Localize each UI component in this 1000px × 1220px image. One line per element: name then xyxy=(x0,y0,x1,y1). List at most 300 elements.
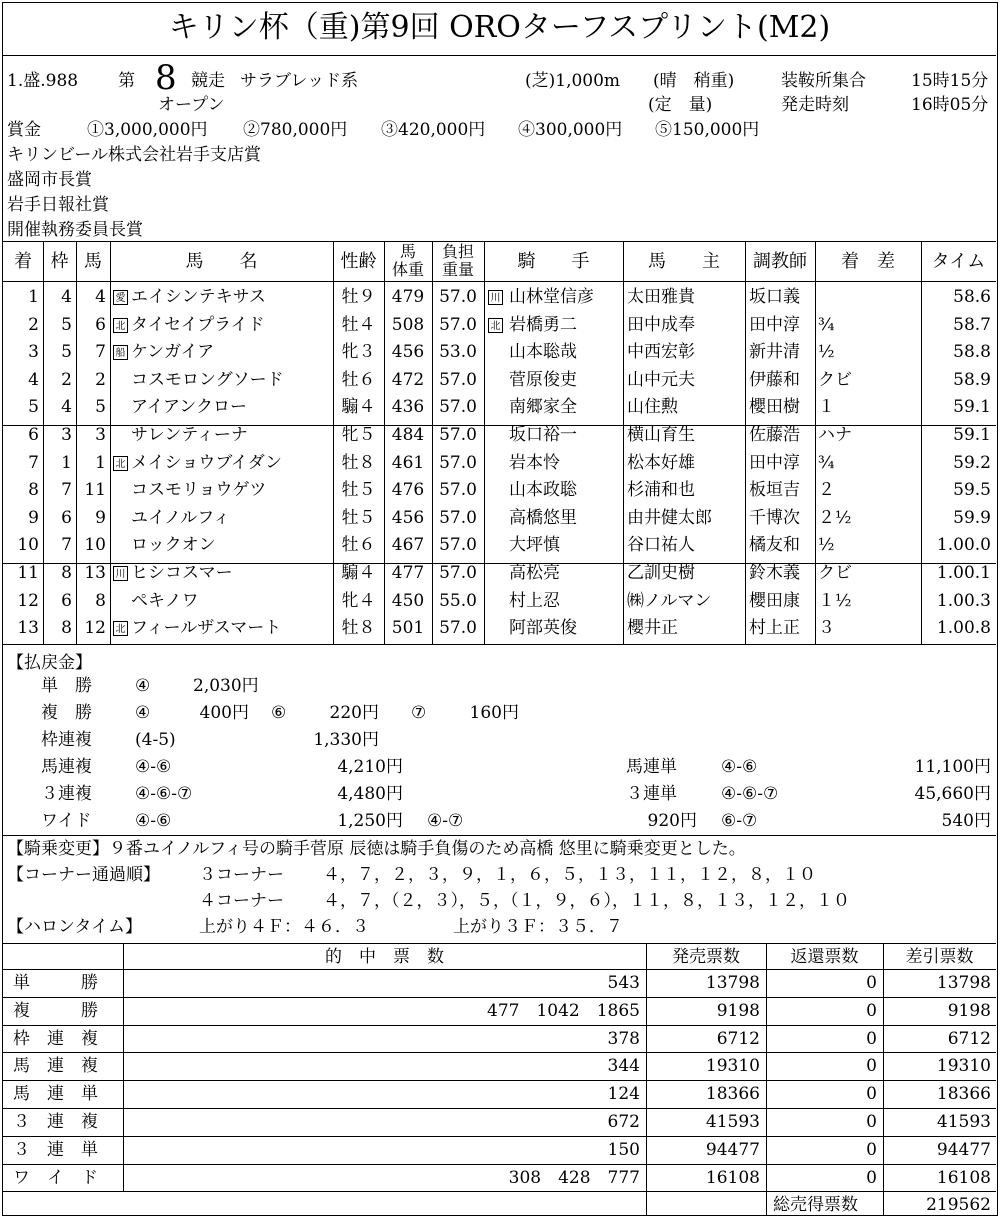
start-time: 16時05分 xyxy=(911,95,989,115)
header-trainer: 調教師 xyxy=(753,251,807,272)
result-horse-no: 9 xyxy=(95,507,106,528)
result-jockey: 岩橋勇二 xyxy=(509,314,577,335)
result-time: 1.00.0 xyxy=(936,535,991,556)
votes-row-sold: 13798 xyxy=(705,973,760,993)
result-weight: 479 xyxy=(391,287,425,307)
wakuren-amount: 1,330円 xyxy=(313,730,379,750)
votes-row-refund: 0 xyxy=(866,1112,877,1132)
votes-row-divider xyxy=(3,997,996,998)
corner4-order: ４，７，（２，３），５，（１，９，６），１１，８，１３，１２，１０ xyxy=(323,891,850,911)
assembly-label: 装鞍所集合 xyxy=(781,71,866,91)
result-rank: 12 xyxy=(17,590,39,611)
votes-row-hit: 150 xyxy=(607,1139,640,1160)
result-trainer: 佐藤浩 xyxy=(749,425,800,445)
result-margin: １ xyxy=(818,397,835,418)
result-weight: 456 xyxy=(391,507,425,528)
votes-row-sold: 9198 xyxy=(716,1000,760,1021)
sanrentan-amount: 45,660円 xyxy=(914,784,991,804)
votes-row-label: 単 勝 xyxy=(13,973,98,993)
votes-row-label: ワ イ ド xyxy=(13,1167,98,1188)
corner3-order: ４，７，２，３，９，１，６，５，１３，１１，１２，８，１０ xyxy=(323,865,816,885)
result-horse-name: ロックオン xyxy=(131,535,216,556)
result-burden: 57.0 xyxy=(439,287,477,307)
result-weight: 456 xyxy=(391,342,425,363)
result-horse-no: 13 xyxy=(84,563,106,583)
votes-row-divider xyxy=(3,1025,996,1026)
result-frame: 7 xyxy=(61,535,72,556)
result-burden: 57.0 xyxy=(439,425,477,445)
result-time: 58.6 xyxy=(953,287,991,307)
votes-row-refund: 0 xyxy=(866,1139,877,1160)
umatan-amount: 11,100円 xyxy=(914,757,991,777)
result-margin: ２½ xyxy=(818,507,852,528)
result-horse-no: 3 xyxy=(95,425,106,445)
votes-row-sold: 6712 xyxy=(716,1028,760,1049)
result-jockey: 岩本怜 xyxy=(509,452,560,473)
result-jockey: 南郷家全 xyxy=(509,397,577,418)
result-rank: 1 xyxy=(28,287,39,307)
result-jockey: 菅原俊吏 xyxy=(509,369,577,390)
votes-row-net: 6712 xyxy=(947,1028,991,1049)
header-horse-name: 馬 名 xyxy=(185,251,258,272)
header-jockey: 騎 手 xyxy=(517,251,590,272)
result-owner: 杉浦和也 xyxy=(627,480,695,501)
result-rank: 5 xyxy=(28,397,39,418)
votes-column-divider xyxy=(123,943,124,1191)
horse-origin-mark-icon: 北 xyxy=(113,621,128,636)
race-title: キリン杯（重)第9回 OROターフスプリント(M2) xyxy=(168,10,831,45)
results-top-border xyxy=(3,241,996,242)
votes-top-border xyxy=(3,943,996,944)
result-burden: 57.0 xyxy=(439,369,477,390)
header-margin: 着 差 xyxy=(841,251,895,272)
votes-row-divider xyxy=(3,1108,996,1109)
prize-2: ②780,000円 xyxy=(243,120,348,140)
result-owner: 由井健太郎 xyxy=(627,507,712,528)
votes-row-net: 9198 xyxy=(947,1000,991,1021)
result-rank: 8 xyxy=(28,480,39,501)
result-time: 59.9 xyxy=(953,507,991,528)
results-header-border xyxy=(3,281,996,282)
result-time: 59.2 xyxy=(953,452,991,473)
result-frame: 3 xyxy=(61,425,72,445)
votes-header-hit: 的 中 票 数 xyxy=(325,947,444,967)
wakuren-combo: (4-5) xyxy=(135,730,176,750)
prize-label: 賞金 xyxy=(7,120,41,140)
title-divider xyxy=(3,55,996,56)
header-rank: 着 xyxy=(14,251,32,272)
votes-row-net: 41593 xyxy=(936,1112,991,1132)
result-owner: ㈱ノルマン xyxy=(627,590,712,611)
result-weight: 476 xyxy=(391,480,425,501)
result-margin: １½ xyxy=(818,590,852,611)
result-weight: 461 xyxy=(391,452,425,473)
result-jockey: 村上忍 xyxy=(509,590,560,611)
header-weight-bottom: 体重 xyxy=(391,260,424,279)
result-trainer: 坂口義 xyxy=(749,287,800,307)
votes-header-net: 差引票数 xyxy=(905,947,974,967)
fukusho-combo-1: ④ xyxy=(135,703,151,723)
header-sex-age: 性齢 xyxy=(340,251,377,272)
votes-row-label: ３ 連 単 xyxy=(13,1139,98,1160)
result-horse-name: エイシンテキサス xyxy=(131,287,266,307)
wide-combo-3: ⑥-⑦ xyxy=(721,811,758,831)
race-class: オープン xyxy=(158,95,225,115)
result-margin: ½ xyxy=(818,342,835,363)
result-horse-name: アイアンクロー xyxy=(131,397,247,418)
horse-origin-mark-icon: 川 xyxy=(113,566,128,581)
result-jockey: 高松亮 xyxy=(509,563,560,583)
result-trainer: 村上正 xyxy=(749,618,800,639)
result-margin: ２ xyxy=(818,480,835,501)
result-horse-name: ケンガイア xyxy=(131,342,215,363)
wide-amount-2: 920円 xyxy=(647,811,697,831)
results-column-divider xyxy=(815,241,816,644)
votes-row-hit: 543 xyxy=(607,973,640,993)
result-frame: 6 xyxy=(61,507,72,528)
result-trainer: 田中淳 xyxy=(749,452,800,473)
votes-row-sold: 19310 xyxy=(705,1056,760,1077)
result-time: 1.00.8 xyxy=(936,618,991,639)
result-frame: 5 xyxy=(61,314,72,335)
jockey-affiliation-mark-icon: 川 xyxy=(488,290,503,305)
last-4f: 上がり４Ｆ：４６．３ xyxy=(199,917,369,937)
result-owner: 太田雅貴 xyxy=(627,287,695,307)
result-owner: 松本好雄 xyxy=(627,452,695,473)
result-rank: 2 xyxy=(28,314,39,335)
result-time: 58.9 xyxy=(953,369,991,390)
jockey-affiliation-mark-icon: 北 xyxy=(488,318,503,333)
result-weight: 436 xyxy=(391,397,425,418)
furlong-label: 【ハロンタイム】 xyxy=(7,917,142,937)
result-frame: 4 xyxy=(61,397,72,418)
header-frame: 枠 xyxy=(50,251,69,272)
total-value: 219562 xyxy=(926,1195,991,1216)
votes-row-hit: 344 xyxy=(607,1056,640,1077)
votes-row-divider xyxy=(3,1052,996,1053)
race-code: 1.盛.988 xyxy=(7,71,79,91)
header-owner: 馬 主 xyxy=(648,251,720,272)
result-jockey: 大坪慎 xyxy=(509,535,560,556)
result-rank: 10 xyxy=(17,535,39,556)
result-burden: 55.0 xyxy=(439,590,477,611)
votes-row-refund: 0 xyxy=(866,1167,877,1188)
result-margin: ½ xyxy=(818,535,835,556)
umaren-amount: 4,210円 xyxy=(337,757,403,777)
result-frame: 7 xyxy=(61,480,72,501)
result-owner: 横山育生 xyxy=(627,425,695,445)
votes-row-sold: 16108 xyxy=(705,1167,760,1188)
result-weight: 508 xyxy=(391,314,425,335)
result-horse-name: コスモロングソード xyxy=(131,369,284,390)
result-owner: 山住勲 xyxy=(627,397,678,418)
votes-row-label: 馬 連 単 xyxy=(13,1084,98,1105)
results-column-divider xyxy=(484,241,485,644)
votes-row-hit: 308 428 777 xyxy=(508,1167,640,1188)
result-horse-name: コスモリョウゲツ xyxy=(131,480,267,501)
results-column-divider xyxy=(110,241,111,644)
result-weight: 477 xyxy=(391,563,425,583)
votes-row-refund: 0 xyxy=(866,1000,877,1021)
award-1: キリンビール株式会社岩手支店賞 xyxy=(7,145,261,165)
result-owner: 山中元夫 xyxy=(627,369,695,390)
result-time: 1.00.1 xyxy=(936,563,991,583)
sanrenpuku-label: ３連複 xyxy=(41,784,92,804)
sanrenpuku-combo: ④-⑥-⑦ xyxy=(135,784,193,804)
result-trainer: 櫻田康 xyxy=(749,590,800,611)
result-horse-no: 2 xyxy=(95,369,106,390)
corner3-label: ３コーナー xyxy=(199,865,284,885)
jockey-change-note: 【騎乗変更】９番ユイノルフィ号の騎手菅原 辰徳は騎手負傷のため高橋 悠里に騎乗変更とした。 xyxy=(7,839,746,859)
payout-header: 【払戻金】 xyxy=(7,653,92,673)
result-sex-age: 牡６ xyxy=(341,535,376,556)
race-result-sheet xyxy=(2,2,998,1216)
wide-label: ワイド xyxy=(41,811,92,831)
header-weight-top: 馬 xyxy=(399,242,416,261)
result-jockey: 阿部英俊 xyxy=(509,618,577,639)
result-sex-age: 牝３ xyxy=(341,342,376,363)
result-margin: ¾ xyxy=(818,452,835,473)
result-burden: 57.0 xyxy=(439,480,477,501)
result-burden: 57.0 xyxy=(439,397,477,418)
result-sex-age: 牡６ xyxy=(341,369,376,390)
votes-row-hit: 378 xyxy=(607,1028,640,1049)
result-owner: 中西宏彰 xyxy=(627,342,695,363)
result-horse-no: 11 xyxy=(84,480,106,501)
prize-5: ⑤150,000円 xyxy=(655,120,760,140)
result-horse-name: サレンティーナ xyxy=(131,425,248,445)
header-burden-top: 負担 xyxy=(441,242,474,261)
race-course: (芝)1,000m xyxy=(525,71,621,91)
result-trainer: 橘友和 xyxy=(749,535,800,556)
votes-row-divider xyxy=(3,1136,996,1137)
result-trainer: 板垣吉 xyxy=(749,480,800,501)
result-burden: 57.0 xyxy=(439,507,477,528)
votes-row-sold: 18366 xyxy=(705,1084,760,1105)
votes-row-hit: 124 xyxy=(607,1084,640,1105)
award-3: 岩手日報社賞 xyxy=(7,195,109,215)
votes-row-net: 13798 xyxy=(936,973,991,993)
result-burden: 57.0 xyxy=(439,618,477,639)
fukusho-amount-2: 220円 xyxy=(329,703,379,723)
fukusho-combo-3: ⑦ xyxy=(411,703,427,723)
sanrentan-label: ３連単 xyxy=(626,784,677,804)
result-sex-age: 騸４ xyxy=(341,397,376,418)
votes-row-divider xyxy=(3,1191,996,1192)
result-sex-age: 牡５ xyxy=(341,507,376,528)
fukusho-amount-1: 400円 xyxy=(199,703,249,723)
result-horse-no: 10 xyxy=(84,535,106,556)
votes-row-sold: 41593 xyxy=(705,1112,760,1132)
header-time: タイム xyxy=(931,251,986,272)
result-owner: 田中成奉 xyxy=(627,314,695,335)
result-jockey: 山本聡哉 xyxy=(509,342,577,363)
wide-combo-2: ④-⑦ xyxy=(427,811,464,831)
tansho-amount: 2,030円 xyxy=(193,676,259,696)
votes-row-hit: 672 xyxy=(607,1112,640,1132)
votes-row-divider xyxy=(3,1080,996,1081)
votes-row-refund: 0 xyxy=(866,1056,877,1077)
result-horse-name: ペキノワ xyxy=(131,590,199,611)
result-time: 59.5 xyxy=(953,480,991,501)
race-number: 8 xyxy=(155,58,177,98)
votes-row-divider xyxy=(3,1164,996,1165)
votes-header-sold: 発売票数 xyxy=(672,947,740,967)
result-jockey: 山本政聡 xyxy=(509,480,577,501)
result-burden: 57.0 xyxy=(439,452,477,473)
umatan-label: 馬連単 xyxy=(626,757,677,777)
wide-combo-1: ④-⑥ xyxy=(135,811,172,831)
result-margin: クビ xyxy=(818,369,852,390)
votes-row-net: 19310 xyxy=(936,1056,991,1077)
result-sex-age: 牡９ xyxy=(341,287,376,307)
race-kyoso: 競走 xyxy=(191,71,225,91)
result-horse-name: タイセイプライド xyxy=(131,314,265,335)
header-burden-bottom: 重量 xyxy=(441,260,474,279)
result-jockey: 坂口裕一 xyxy=(509,425,577,445)
tansho-combo: ④ xyxy=(135,676,151,696)
sanrenpuku-amount: 4,480円 xyxy=(337,784,403,804)
umatan-combo: ④-⑥ xyxy=(721,757,758,777)
result-time: 58.7 xyxy=(953,314,991,335)
corner-label: 【コーナー通過順】 xyxy=(7,865,160,885)
result-time: 59.1 xyxy=(953,425,991,445)
result-horse-name: ヒシコスマー xyxy=(131,563,233,583)
result-margin: ３ xyxy=(818,618,835,639)
result-horse-no: 4 xyxy=(95,287,106,307)
votes-row-net: 16108 xyxy=(936,1167,991,1188)
result-rank: 6 xyxy=(28,425,39,445)
votes-header-border xyxy=(3,969,996,970)
result-horse-no: 12 xyxy=(84,618,106,639)
result-weight: 450 xyxy=(391,590,425,611)
result-horse-no: 8 xyxy=(95,590,106,611)
payout-bottom-border xyxy=(3,835,996,836)
sanrentan-combo: ④-⑥-⑦ xyxy=(721,784,779,804)
result-horse-name: メイショウブイダン xyxy=(131,452,282,473)
result-trainer: 櫻田樹 xyxy=(749,397,800,418)
result-owner: 乙訓史樹 xyxy=(627,563,695,583)
result-margin: ハナ xyxy=(818,425,852,445)
result-sex-age: 牝５ xyxy=(341,425,376,445)
prize-4: ④300,000円 xyxy=(518,120,623,140)
race-weather: (晴 稍重) xyxy=(653,71,735,91)
votes-row-refund: 0 xyxy=(866,973,877,993)
result-rank: 9 xyxy=(28,507,39,528)
result-margin: クビ xyxy=(818,563,852,583)
result-time: 59.1 xyxy=(953,397,991,418)
result-burden: 57.0 xyxy=(439,535,477,556)
result-trainer: 新井清 xyxy=(749,342,800,363)
votes-header-refund: 返還票数 xyxy=(790,947,859,967)
result-trainer: 田中淳 xyxy=(749,314,800,335)
result-burden: 57.0 xyxy=(439,314,477,335)
header-horse-no: 馬 xyxy=(84,251,102,272)
result-trainer: 千博次 xyxy=(749,507,800,528)
result-horse-no: 7 xyxy=(95,342,106,363)
result-frame: 8 xyxy=(61,618,72,639)
results-column-divider xyxy=(623,241,624,644)
votes-row-label: 枠 連 複 xyxy=(13,1028,98,1049)
prize-3: ③420,000円 xyxy=(381,120,486,140)
result-sex-age: 牡４ xyxy=(341,314,376,335)
result-weight: 467 xyxy=(391,535,425,556)
votes-row-hit: 477 1042 1865 xyxy=(487,1000,640,1021)
result-frame: 6 xyxy=(61,590,72,611)
votes-row-label: 複 勝 xyxy=(13,1000,98,1021)
result-horse-name: フィールザスマート xyxy=(131,618,282,639)
result-horse-name: ユイノルフィ xyxy=(131,507,230,528)
result-frame: 8 xyxy=(61,563,72,583)
result-sex-age: 牡５ xyxy=(341,480,376,501)
votes-row-refund: 0 xyxy=(866,1028,877,1049)
total-label: 総売得票数 xyxy=(773,1195,858,1216)
votes-row-label: 馬 連 複 xyxy=(13,1056,98,1077)
fukusho-label: 複 勝 xyxy=(41,703,92,723)
award-4: 開催執務委員長賞 xyxy=(7,220,143,240)
tansho-label: 単 勝 xyxy=(41,676,92,696)
result-horse-no: 6 xyxy=(95,314,106,335)
last-3f: 上がり３Ｆ：３５．７ xyxy=(453,917,623,937)
result-rank: 7 xyxy=(28,452,39,473)
horse-origin-mark-icon: 北 xyxy=(113,456,128,471)
votes-row-sold: 94477 xyxy=(705,1139,760,1160)
race-dai: 第 xyxy=(118,71,135,91)
result-jockey: 山林堂信彦 xyxy=(509,287,594,307)
result-frame: 5 xyxy=(61,342,72,363)
votes-row-label: ３ 連 複 xyxy=(13,1112,98,1132)
result-burden: 53.0 xyxy=(439,342,477,363)
result-sex-age: 牡８ xyxy=(341,452,376,473)
wakuren-label: 枠連複 xyxy=(41,730,92,750)
result-trainer: 伊藤和 xyxy=(749,369,800,390)
fukusho-combo-2: ⑥ xyxy=(271,703,287,723)
result-trainer: 鈴木義 xyxy=(749,563,800,583)
wide-amount-3: 540円 xyxy=(941,811,991,831)
result-sex-age: 牡８ xyxy=(341,618,376,639)
result-rank: 4 xyxy=(28,369,39,390)
result-weight: 472 xyxy=(391,369,425,390)
result-frame: 1 xyxy=(61,452,72,473)
result-frame: 4 xyxy=(61,287,72,307)
umaren-label: 馬連複 xyxy=(41,757,92,777)
votes-row-refund: 0 xyxy=(866,1084,877,1105)
results-column-divider xyxy=(745,241,746,644)
result-owner: 櫻井正 xyxy=(627,618,678,639)
result-time: 58.8 xyxy=(953,342,991,363)
race-weight-rule: (定 量) xyxy=(648,95,713,115)
result-sex-age: 牝４ xyxy=(341,590,376,611)
results-bottom-border xyxy=(3,644,996,645)
result-horse-no: 5 xyxy=(95,397,106,418)
votes-row-net: 18366 xyxy=(936,1084,991,1105)
result-margin: ¾ xyxy=(818,314,835,335)
result-jockey: 高橋悠里 xyxy=(509,507,577,528)
prize-1: ①3,000,000円 xyxy=(87,120,208,140)
votes-row-net: 94477 xyxy=(936,1139,991,1160)
result-sex-age: 騸４ xyxy=(341,563,376,583)
result-time: 1.00.3 xyxy=(936,590,991,611)
horse-origin-mark-icon: 北 xyxy=(113,318,128,333)
umaren-combo: ④-⑥ xyxy=(135,757,172,777)
result-rank: 13 xyxy=(17,618,39,639)
award-2: 盛岡市長賞 xyxy=(7,170,92,190)
horse-origin-mark-icon: 船 xyxy=(113,345,128,360)
fukusho-amount-3: 160円 xyxy=(469,703,519,723)
assembly-time: 15時15分 xyxy=(911,71,989,91)
result-owner: 谷口祐人 xyxy=(627,535,695,556)
race-breed: サラブレッド系 xyxy=(240,71,359,91)
